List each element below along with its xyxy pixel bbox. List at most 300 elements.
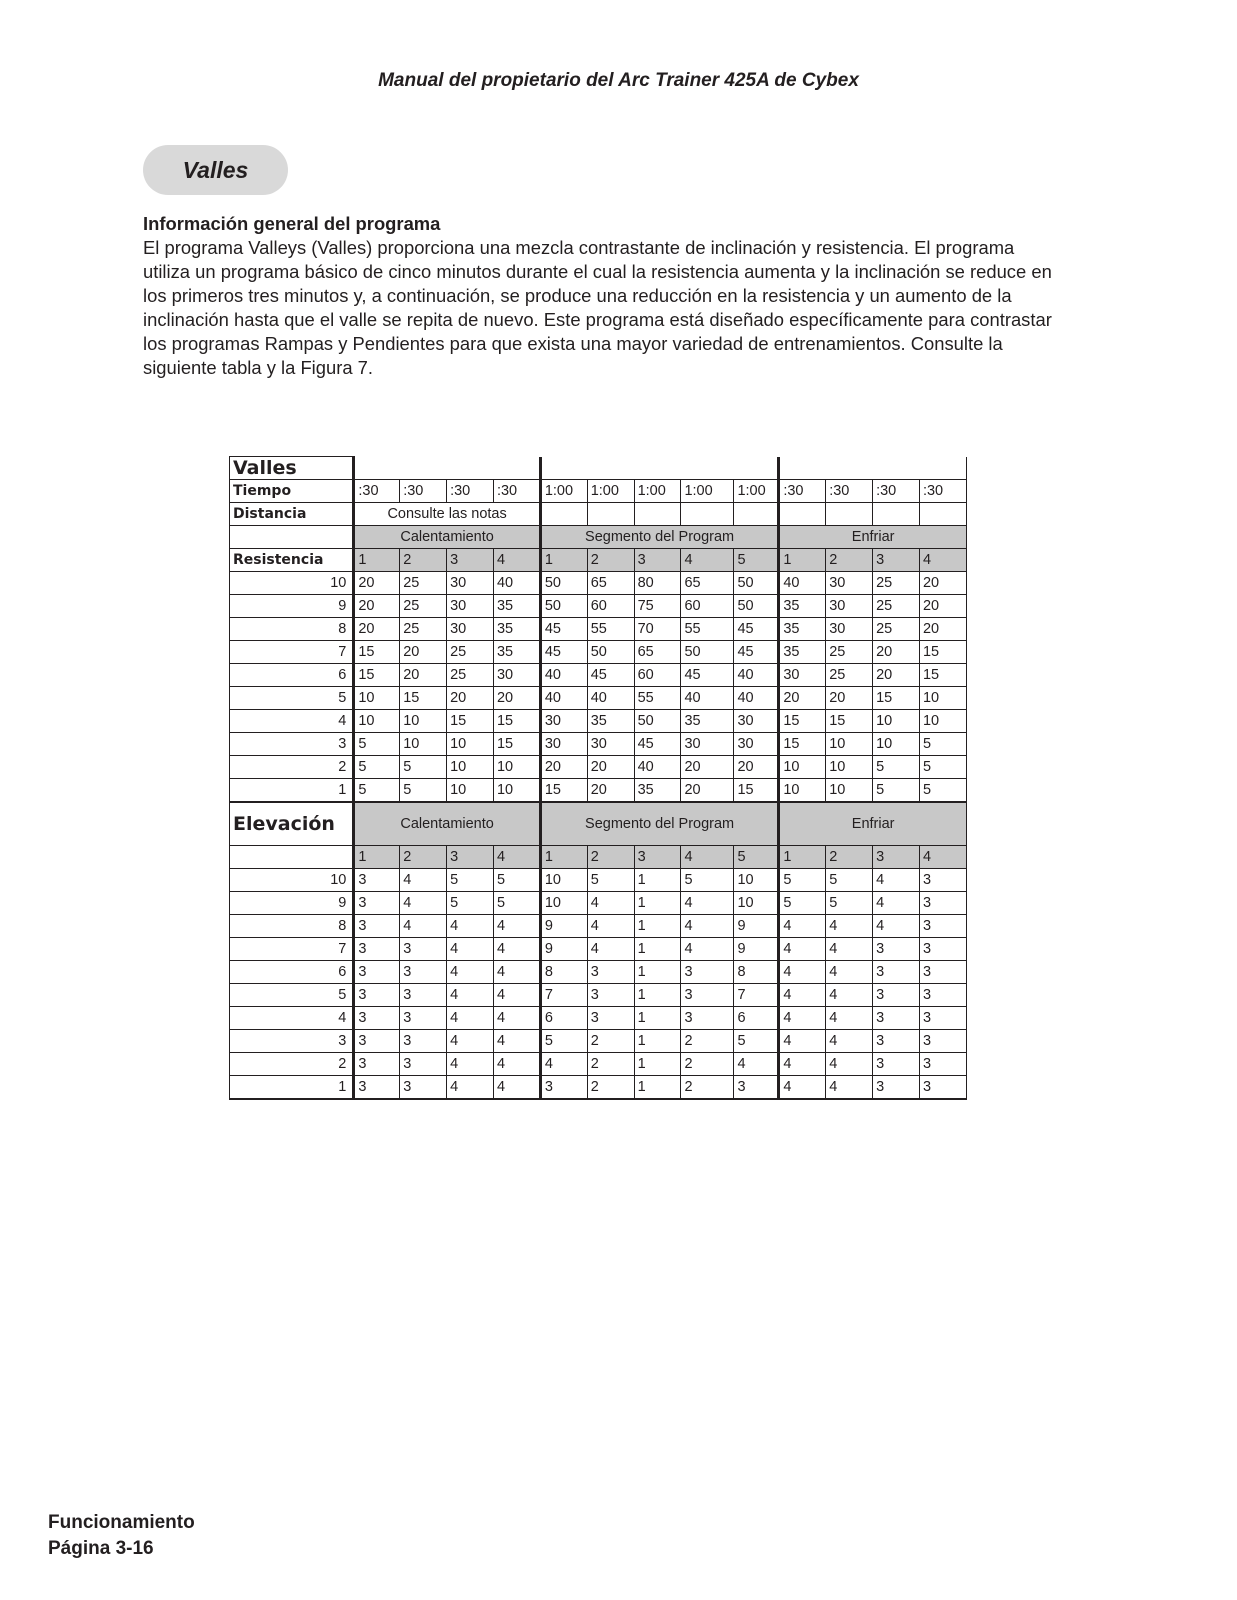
distance-note: Consulte las notas xyxy=(354,503,540,526)
resistance-level: 7 xyxy=(230,641,354,664)
resistance-value: 5 xyxy=(919,756,966,779)
step-number: 1 xyxy=(354,549,400,572)
resistance-value: 30 xyxy=(681,733,734,756)
distance-row xyxy=(230,503,967,526)
elevation-value: 4 xyxy=(447,984,494,1007)
elevation-value: 5 xyxy=(447,869,494,892)
resistance-value: 30 xyxy=(447,618,494,641)
elevation-value: 3 xyxy=(919,984,966,1007)
elevation-value: 3 xyxy=(919,938,966,961)
resistance-label: Resistencia xyxy=(230,549,354,572)
elevation-row xyxy=(230,892,967,915)
elevation-row xyxy=(230,1076,967,1100)
resistance-level: 2 xyxy=(230,756,354,779)
section-tab-label: Valles xyxy=(182,157,249,183)
elevation-value: 3 xyxy=(873,1053,920,1076)
elevation-level: 4 xyxy=(230,1007,354,1030)
resistance-value: 20 xyxy=(681,779,734,803)
elevation-value: 3 xyxy=(400,984,447,1007)
time-cell: :30 xyxy=(400,480,447,503)
elevation-value: 1 xyxy=(634,938,681,961)
time-cell: :30 xyxy=(826,480,873,503)
resistance-value: 45 xyxy=(734,641,779,664)
resistance-value: 20 xyxy=(354,595,400,618)
resistance-value: 10 xyxy=(493,779,540,803)
step-number: 2 xyxy=(587,549,634,572)
resistance-value: 30 xyxy=(826,595,873,618)
resistance-value: 80 xyxy=(634,572,681,595)
resistance-row xyxy=(230,664,967,687)
time-label: Tiempo xyxy=(230,480,354,503)
step-number: 1 xyxy=(540,846,587,869)
elevation-value: 4 xyxy=(826,984,873,1007)
elevation-value: 4 xyxy=(826,1076,873,1100)
resistance-value: 20 xyxy=(587,756,634,779)
resistance-value: 50 xyxy=(734,595,779,618)
resistance-value: 50 xyxy=(681,641,734,664)
resistance-value: 5 xyxy=(354,733,400,756)
resistance-value: 30 xyxy=(540,733,587,756)
resistance-level: 5 xyxy=(230,687,354,710)
elevation-steps-row xyxy=(230,846,967,869)
resistance-value: 35 xyxy=(493,618,540,641)
step-number: 4 xyxy=(681,549,734,572)
resistance-value: 60 xyxy=(634,664,681,687)
elevation-value: 4 xyxy=(587,938,634,961)
resistance-level: 3 xyxy=(230,733,354,756)
resistance-value: 35 xyxy=(587,710,634,733)
resistance-value: 25 xyxy=(873,595,920,618)
resistance-level: 10 xyxy=(230,572,354,595)
resistance-value: 10 xyxy=(493,756,540,779)
step-number: 3 xyxy=(873,846,920,869)
elevation-level: 7 xyxy=(230,938,354,961)
resistance-value: 30 xyxy=(540,710,587,733)
elevation-value: 3 xyxy=(919,1053,966,1076)
elevation-value: 5 xyxy=(826,892,873,915)
elevation-value: 10 xyxy=(734,869,779,892)
resistance-value: 5 xyxy=(873,756,920,779)
segment-warmup: Calentamiento xyxy=(354,802,540,846)
resistance-value: 20 xyxy=(919,595,966,618)
resistance-value: 10 xyxy=(919,687,966,710)
resistance-value: 40 xyxy=(681,687,734,710)
resistance-value: 10 xyxy=(779,779,826,803)
elevation-value: 4 xyxy=(826,1030,873,1053)
resistance-value: 5 xyxy=(354,779,400,803)
elevation-value: 4 xyxy=(779,938,826,961)
elevation-value: 5 xyxy=(493,869,540,892)
elevation-row xyxy=(230,984,967,1007)
resistance-value: 40 xyxy=(493,572,540,595)
elevation-value: 8 xyxy=(540,961,587,984)
elevation-value: 3 xyxy=(354,1076,400,1100)
resistance-value: 30 xyxy=(493,664,540,687)
elevation-value: 3 xyxy=(354,961,400,984)
segment-cooldown: Enfriar xyxy=(779,802,967,846)
resistance-value: 35 xyxy=(779,641,826,664)
page-footer xyxy=(48,1510,195,1562)
resistance-value: 40 xyxy=(779,572,826,595)
elevation-value: 3 xyxy=(400,1053,447,1076)
elevation-value: 4 xyxy=(493,915,540,938)
elevation-value: 3 xyxy=(873,1007,920,1030)
resistance-value: 20 xyxy=(826,687,873,710)
resistance-value: 15 xyxy=(400,687,447,710)
elevation-value: 5 xyxy=(734,1030,779,1053)
elevation-value: 4 xyxy=(493,984,540,1007)
elevation-value: 1 xyxy=(634,1053,681,1076)
elevation-value: 1 xyxy=(634,915,681,938)
elevation-value: 3 xyxy=(354,892,400,915)
elevation-value: 3 xyxy=(919,892,966,915)
elevation-value: 10 xyxy=(734,892,779,915)
resistance-value: 30 xyxy=(447,595,494,618)
segment-program: Segmento del Program xyxy=(540,526,778,549)
resistance-segment-row xyxy=(230,526,967,549)
elevation-value: 1 xyxy=(634,961,681,984)
step-number: 5 xyxy=(734,846,779,869)
elevation-value: 4 xyxy=(493,961,540,984)
time-cell: 1:00 xyxy=(587,480,634,503)
resistance-value: 45 xyxy=(681,664,734,687)
step-number: 4 xyxy=(493,549,540,572)
step-number: 4 xyxy=(919,846,966,869)
elevation-value: 3 xyxy=(354,1007,400,1030)
resistance-value: 10 xyxy=(873,733,920,756)
resistance-value: 30 xyxy=(587,733,634,756)
elevation-value: 3 xyxy=(354,938,400,961)
elevation-value: 10 xyxy=(540,869,587,892)
elevation-value: 1 xyxy=(634,1007,681,1030)
elevation-value: 4 xyxy=(779,1007,826,1030)
elevation-level: 8 xyxy=(230,915,354,938)
elevation-value: 3 xyxy=(919,1007,966,1030)
elevation-value: 3 xyxy=(400,938,447,961)
resistance-value: 15 xyxy=(493,733,540,756)
resistance-value: 20 xyxy=(400,641,447,664)
resistance-value: 65 xyxy=(587,572,634,595)
elevation-value: 4 xyxy=(400,915,447,938)
resistance-value: 25 xyxy=(400,572,447,595)
resistance-row xyxy=(230,779,967,803)
manual-title: Manual del propietario del Arc Trainer 425A de Cybex xyxy=(378,70,859,91)
elevation-value: 5 xyxy=(493,892,540,915)
elevation-value: 2 xyxy=(587,1030,634,1053)
resistance-value: 10 xyxy=(400,710,447,733)
elevation-value: 3 xyxy=(587,1007,634,1030)
resistance-value: 60 xyxy=(681,595,734,618)
elevation-row xyxy=(230,938,967,961)
elevation-value: 4 xyxy=(493,1007,540,1030)
resistance-value: 70 xyxy=(634,618,681,641)
time-cell: 1:00 xyxy=(634,480,681,503)
elevation-value: 7 xyxy=(540,984,587,1007)
resistance-value: 20 xyxy=(447,687,494,710)
elevation-value: 3 xyxy=(681,961,734,984)
elevation-value: 4 xyxy=(493,1053,540,1076)
time-cell: 1:00 xyxy=(681,480,734,503)
program-overview xyxy=(143,212,1063,380)
distance-label: Distancia xyxy=(230,503,354,526)
elevation-row xyxy=(230,869,967,892)
elevation-value: 4 xyxy=(540,1053,587,1076)
step-number: 5 xyxy=(734,549,779,572)
elevation-row xyxy=(230,1053,967,1076)
step-number: 3 xyxy=(873,549,920,572)
resistance-value: 10 xyxy=(400,733,447,756)
elevation-value: 3 xyxy=(919,961,966,984)
resistance-value: 10 xyxy=(447,756,494,779)
resistance-row xyxy=(230,572,967,595)
time-cell: :30 xyxy=(493,480,540,503)
elevation-value: 3 xyxy=(919,1076,966,1100)
elevation-value: 3 xyxy=(587,984,634,1007)
elevation-value: 4 xyxy=(779,1076,826,1100)
elevation-value: 3 xyxy=(400,961,447,984)
resistance-value: 15 xyxy=(734,779,779,803)
resistance-value: 15 xyxy=(826,710,873,733)
section-tab xyxy=(143,145,288,195)
resistance-value: 35 xyxy=(493,595,540,618)
resistance-value: 50 xyxy=(734,572,779,595)
elevation-value: 7 xyxy=(734,984,779,1007)
resistance-row xyxy=(230,756,967,779)
elevation-level: 2 xyxy=(230,1053,354,1076)
resistance-value: 5 xyxy=(400,779,447,803)
overview-body: El programa Valleys (Valles) proporciona una mezcla contrastante de inclinación y resistencia. El programa utiliza un programa básico de cinco minutos durante el cual la resistencia aumenta y la inclinación se reduce en los primeros tres minutos y, a continuación, se produce una reducción en la resistencia y un aumento de la inclinación hasta que el valle se repita de nuevo. Este programa está diseñado específicamente para contrastar los programas Rampas y Pendientes para que exista una mayor variedad de entrenamientos. Consulte la siguiente tabla y la Figura 7. xyxy=(143,237,1052,378)
resistance-value: 15 xyxy=(354,641,400,664)
step-number: 2 xyxy=(400,549,447,572)
resistance-value: 15 xyxy=(919,641,966,664)
resistance-value: 20 xyxy=(681,756,734,779)
resistance-value: 5 xyxy=(919,779,966,803)
elevation-value: 4 xyxy=(826,1007,873,1030)
resistance-row xyxy=(230,641,967,664)
elevation-value: 3 xyxy=(681,984,734,1007)
elevation-value: 4 xyxy=(493,1076,540,1100)
resistance-value: 10 xyxy=(826,756,873,779)
elevation-value: 3 xyxy=(400,1030,447,1053)
elevation-value: 4 xyxy=(587,915,634,938)
step-number: 4 xyxy=(493,846,540,869)
elevation-value: 4 xyxy=(826,915,873,938)
elevation-value: 4 xyxy=(779,915,826,938)
resistance-value: 10 xyxy=(354,710,400,733)
elevation-value: 4 xyxy=(400,892,447,915)
footer-page-number: Página 3-16 xyxy=(48,1538,154,1559)
step-number: 1 xyxy=(779,846,826,869)
step-number: 1 xyxy=(354,846,400,869)
resistance-value: 5 xyxy=(400,756,447,779)
resistance-value: 20 xyxy=(919,572,966,595)
elevation-value: 3 xyxy=(354,869,400,892)
resistance-value: 45 xyxy=(540,618,587,641)
resistance-value: 35 xyxy=(681,710,734,733)
elevation-value: 4 xyxy=(447,1007,494,1030)
resistance-value: 40 xyxy=(540,664,587,687)
elevation-value: 3 xyxy=(354,1030,400,1053)
elevation-value: 4 xyxy=(493,1030,540,1053)
resistance-row xyxy=(230,733,967,756)
resistance-value: 40 xyxy=(634,756,681,779)
resistance-value: 45 xyxy=(734,618,779,641)
elevation-level: 10 xyxy=(230,869,354,892)
elevation-value: 5 xyxy=(587,869,634,892)
time-row xyxy=(230,480,967,503)
elevation-value: 2 xyxy=(681,1053,734,1076)
elevation-value: 4 xyxy=(447,1076,494,1100)
resistance-value: 20 xyxy=(354,618,400,641)
resistance-value: 20 xyxy=(493,687,540,710)
resistance-value: 50 xyxy=(634,710,681,733)
resistance-row xyxy=(230,687,967,710)
elevation-value: 9 xyxy=(734,938,779,961)
elevation-value: 2 xyxy=(587,1053,634,1076)
elevation-row xyxy=(230,961,967,984)
elevation-value: 4 xyxy=(447,915,494,938)
step-number: 1 xyxy=(540,549,587,572)
resistance-value: 40 xyxy=(734,687,779,710)
elevation-value: 2 xyxy=(681,1030,734,1053)
elevation-value: 3 xyxy=(873,1076,920,1100)
elevation-value: 5 xyxy=(779,869,826,892)
time-cell: :30 xyxy=(873,480,920,503)
elevation-value: 5 xyxy=(540,1030,587,1053)
resistance-value: 20 xyxy=(734,756,779,779)
elevation-value: 3 xyxy=(873,984,920,1007)
resistance-value: 50 xyxy=(587,641,634,664)
elevation-value: 4 xyxy=(447,938,494,961)
elevation-value: 4 xyxy=(681,938,734,961)
elevation-value: 4 xyxy=(779,984,826,1007)
elevation-label: Elevación xyxy=(230,802,354,846)
elevation-value: 4 xyxy=(779,1053,826,1076)
resistance-row xyxy=(230,595,967,618)
resistance-value: 25 xyxy=(873,618,920,641)
elevation-value: 3 xyxy=(873,938,920,961)
resistance-value: 15 xyxy=(779,733,826,756)
step-number: 2 xyxy=(826,549,873,572)
elevation-value: 3 xyxy=(919,869,966,892)
time-cell: :30 xyxy=(447,480,494,503)
elevation-value: 3 xyxy=(400,1076,447,1100)
elevation-value: 4 xyxy=(826,961,873,984)
step-number: 1 xyxy=(779,549,826,572)
resistance-value: 45 xyxy=(540,641,587,664)
elevation-value: 4 xyxy=(493,938,540,961)
resistance-value: 30 xyxy=(779,664,826,687)
elevation-row xyxy=(230,1007,967,1030)
resistance-value: 10 xyxy=(873,710,920,733)
program-table xyxy=(229,456,967,1100)
segment-warmup: Calentamiento xyxy=(354,526,540,549)
resistance-value: 65 xyxy=(634,641,681,664)
elevation-value: 3 xyxy=(400,1007,447,1030)
resistance-value: 20 xyxy=(919,618,966,641)
segment-cooldown: Enfriar xyxy=(779,526,967,549)
elevation-value: 4 xyxy=(400,869,447,892)
elevation-level: 3 xyxy=(230,1030,354,1053)
elevation-value: 4 xyxy=(681,892,734,915)
elevation-value: 9 xyxy=(540,915,587,938)
resistance-value: 30 xyxy=(826,572,873,595)
elevation-value: 3 xyxy=(873,961,920,984)
resistance-value: 20 xyxy=(400,664,447,687)
elevation-value: 4 xyxy=(447,1030,494,1053)
time-cell: :30 xyxy=(779,480,826,503)
resistance-value: 35 xyxy=(779,618,826,641)
resistance-value: 65 xyxy=(681,572,734,595)
resistance-value: 35 xyxy=(634,779,681,803)
elevation-value: 9 xyxy=(540,938,587,961)
elevation-value: 6 xyxy=(734,1007,779,1030)
elevation-value: 1 xyxy=(634,1076,681,1100)
elevation-value: 4 xyxy=(734,1053,779,1076)
resistance-value: 35 xyxy=(779,595,826,618)
resistance-value: 30 xyxy=(734,733,779,756)
elevation-value: 5 xyxy=(779,892,826,915)
elevation-level: 9 xyxy=(230,892,354,915)
elevation-value: 10 xyxy=(540,892,587,915)
resistance-value: 40 xyxy=(540,687,587,710)
resistance-level: 4 xyxy=(230,710,354,733)
time-cell: :30 xyxy=(919,480,966,503)
elevation-value: 3 xyxy=(354,984,400,1007)
resistance-value: 20 xyxy=(354,572,400,595)
resistance-value: 10 xyxy=(919,710,966,733)
elevation-value: 2 xyxy=(681,1076,734,1100)
time-cell: :30 xyxy=(354,480,400,503)
resistance-value: 45 xyxy=(634,733,681,756)
resistance-level: 1 xyxy=(230,779,354,803)
elevation-value: 5 xyxy=(447,892,494,915)
elevation-value: 4 xyxy=(873,869,920,892)
resistance-value: 40 xyxy=(587,687,634,710)
elevation-value: 1 xyxy=(634,984,681,1007)
elevation-row xyxy=(230,1030,967,1053)
resistance-value: 25 xyxy=(400,618,447,641)
elevation-value: 5 xyxy=(826,869,873,892)
step-number: 2 xyxy=(826,846,873,869)
time-cell: 1:00 xyxy=(540,480,587,503)
step-number: 4 xyxy=(919,549,966,572)
resistance-value: 25 xyxy=(400,595,447,618)
time-cell: 1:00 xyxy=(734,480,779,503)
resistance-steps-row xyxy=(230,549,967,572)
step-number: 2 xyxy=(587,846,634,869)
resistance-value: 10 xyxy=(826,779,873,803)
elevation-value: 3 xyxy=(919,915,966,938)
resistance-value: 60 xyxy=(587,595,634,618)
resistance-value: 15 xyxy=(779,710,826,733)
resistance-value: 5 xyxy=(873,779,920,803)
resistance-value: 10 xyxy=(447,779,494,803)
resistance-value: 20 xyxy=(779,687,826,710)
resistance-value: 25 xyxy=(826,641,873,664)
resistance-value: 5 xyxy=(354,756,400,779)
resistance-value: 25 xyxy=(447,641,494,664)
elevation-value: 6 xyxy=(540,1007,587,1030)
step-number: 3 xyxy=(447,549,494,572)
step-number: 3 xyxy=(634,549,681,572)
resistance-level: 9 xyxy=(230,595,354,618)
footer-section: Funcionamiento xyxy=(48,1512,195,1533)
resistance-value: 55 xyxy=(587,618,634,641)
resistance-value: 10 xyxy=(779,756,826,779)
elevation-level: 1 xyxy=(230,1076,354,1100)
resistance-value: 25 xyxy=(447,664,494,687)
